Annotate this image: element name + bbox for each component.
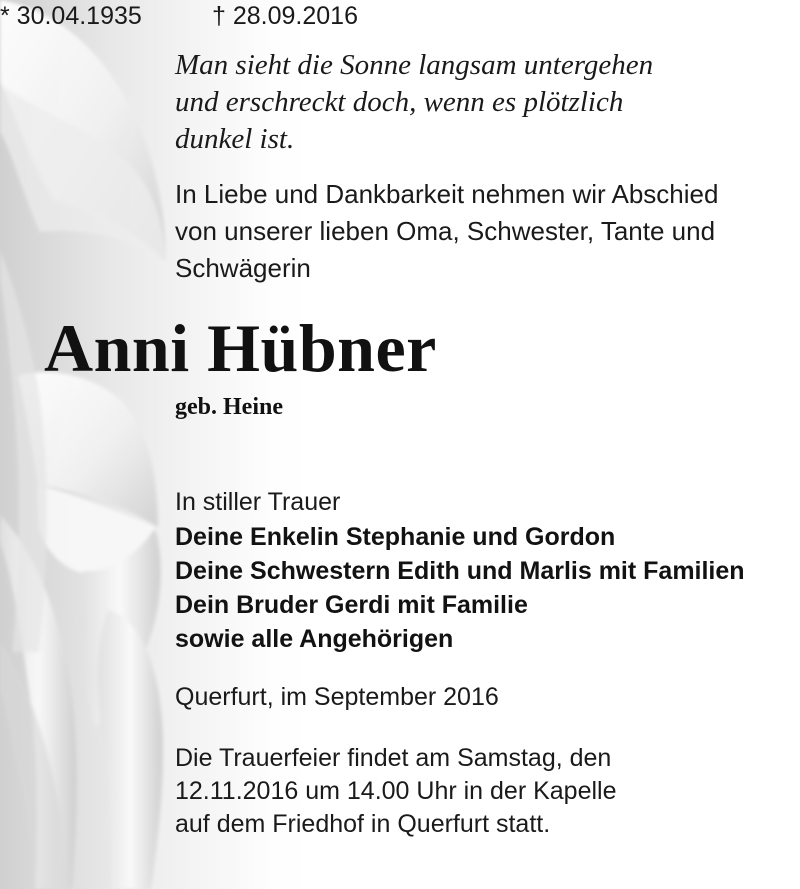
- mourning-label: In stiller Trauer: [175, 488, 341, 516]
- mourner-line: Deine Schwestern Edith und Marlis mit Familien: [175, 557, 745, 585]
- place-and-date: Querfurt, im September 2016: [175, 683, 499, 711]
- mourner-line: Deine Enkelin Stephanie und Gordon: [175, 523, 616, 551]
- birth-date: * 30.04.1935: [0, 2, 142, 30]
- deceased-name: Anni Hübner: [44, 310, 437, 386]
- mourner-line: sowie alle Angehörigen: [175, 625, 454, 653]
- mourner-list: [175, 520, 785, 656]
- memorial-poem: Man sieht die Sonne langsam untergehen und erschreckt doch, wenn es plötzlich dunkel ist.: [175, 49, 654, 155]
- death-date: † 28.09.2016: [212, 2, 358, 30]
- funeral-service-details: Die Trauerfeier findet am Samstag, den 12.11.2016 um 14.00 Uhr in der Kapelle auf dem Friedhof in Querfurt statt.: [175, 744, 617, 838]
- farewell-intro: In Liebe und Dankbarkeit nehmen wir Abschied von unserer lieben Oma, Schwester, Tante und Schwägerin: [175, 179, 719, 283]
- birth-name: geb. Heine: [175, 394, 283, 420]
- mourner-line: Dein Bruder Gerdi mit Familie: [175, 591, 528, 619]
